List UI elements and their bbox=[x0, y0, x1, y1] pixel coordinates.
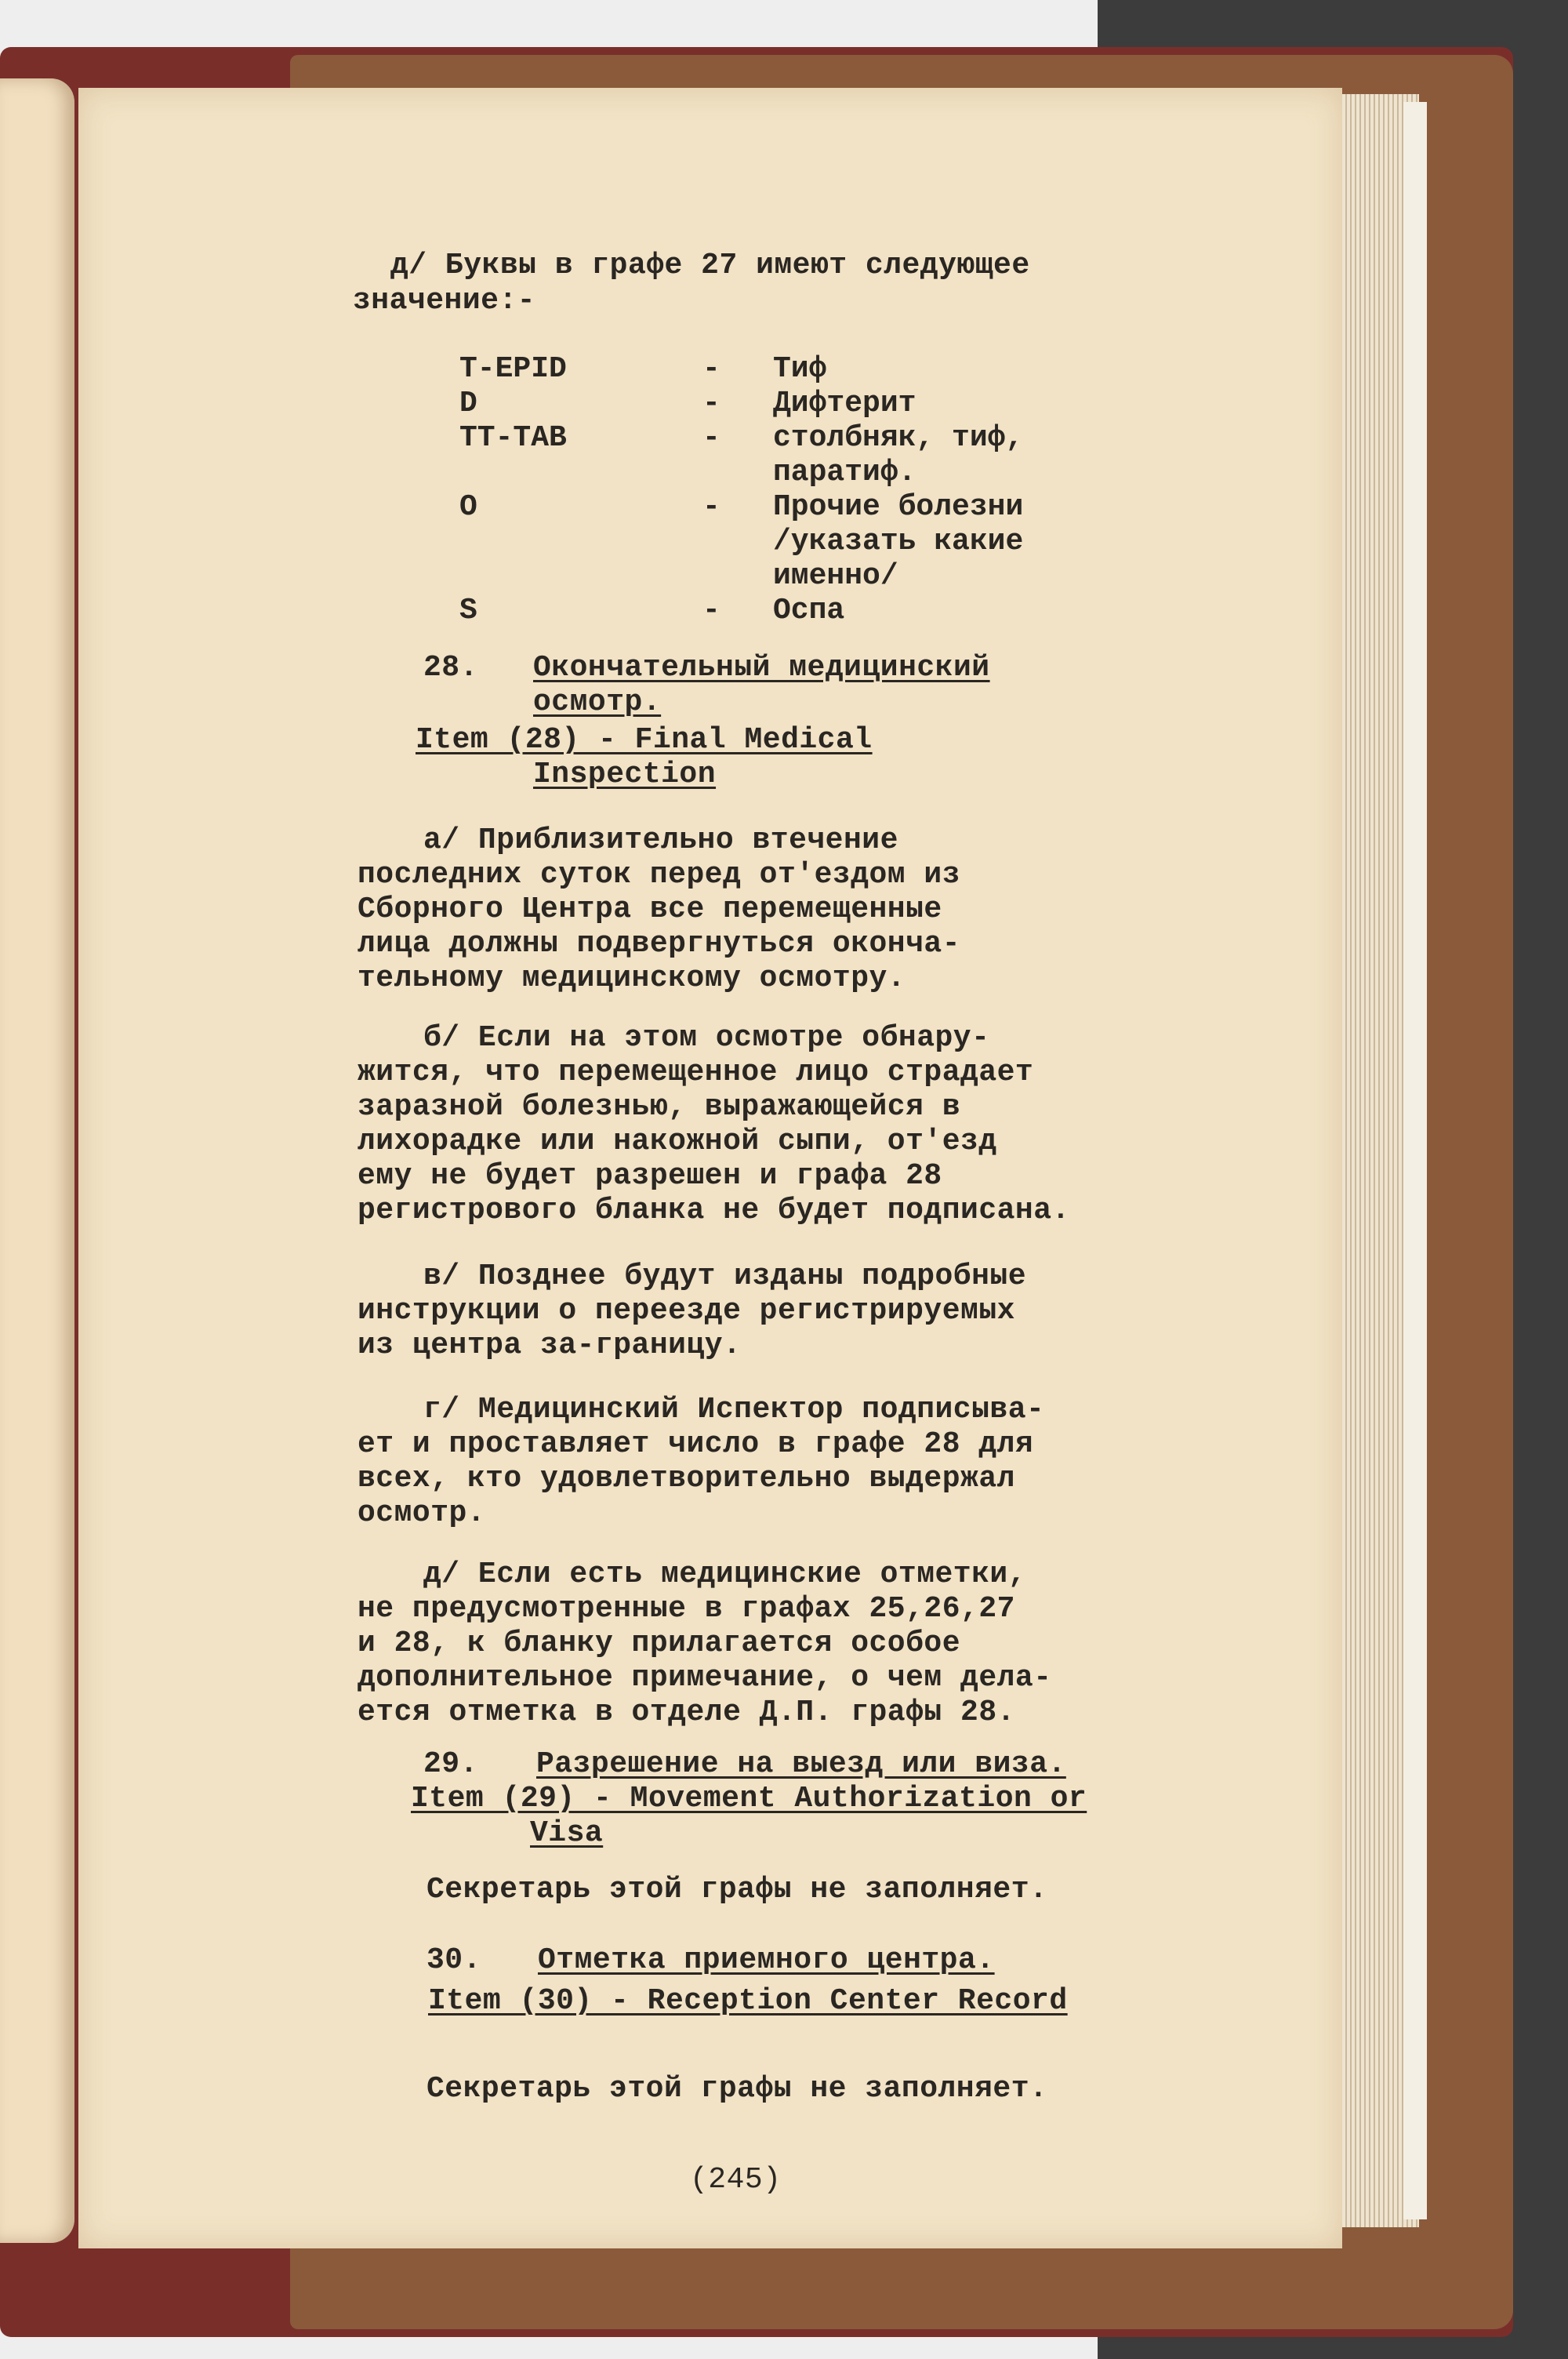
code-label: T-EPID bbox=[459, 352, 567, 386]
code-dash: - bbox=[702, 387, 720, 420]
intro-line-2: значение:- bbox=[353, 284, 536, 318]
para-b-line: б/ Если на этом осмотре обнару- bbox=[423, 1021, 990, 1055]
code-meaning: Дифтерит bbox=[773, 387, 916, 420]
code-meaning: именно/ bbox=[773, 559, 898, 593]
para-d-line: д/ Если есть медицинские отметки, bbox=[423, 1558, 1027, 1591]
page-number: (245) bbox=[690, 2163, 782, 2197]
para-a-line: тельному медицинскому осмотру. bbox=[358, 961, 906, 995]
item28-en-title-2: Inspection bbox=[533, 758, 717, 791]
page-edge-light bbox=[1403, 102, 1427, 2219]
item30-note: Секретарь этой графы не заполняет. bbox=[426, 2072, 1048, 2106]
item28-ru-title-2: осмотр. bbox=[533, 685, 662, 719]
code-dash: - bbox=[702, 490, 720, 524]
para-d-line: ется отметка в отделе Д.П. графы 28. bbox=[358, 1696, 1015, 1729]
para-a-line: а/ Приблизительно втечение bbox=[423, 823, 898, 857]
left-page bbox=[0, 78, 74, 2243]
para-b-line: регистрового бланка не будет подписана. bbox=[358, 1194, 1070, 1227]
para-v-line: из центра за-границу. bbox=[358, 1329, 742, 1362]
item30-number: 30. bbox=[426, 1943, 481, 1977]
para-a-line: последних суток перед от'ездом из bbox=[358, 858, 961, 892]
item29-en-title-1: Item (29) - Movement Authorization or bbox=[411, 1782, 1087, 1816]
para-v-line: инструкции о переезде регистрируемых bbox=[358, 1294, 1015, 1328]
item28-en-title-1: Item (28) - Final Medical bbox=[416, 723, 873, 757]
code-meaning: Тиф bbox=[773, 352, 827, 386]
item29-en-title-2: Visa bbox=[530, 1816, 604, 1850]
para-g-line: осмотр. bbox=[358, 1496, 486, 1530]
para-v-line: в/ Позднее будут изданы подробные bbox=[423, 1259, 1027, 1293]
code-meaning: /указать какие bbox=[773, 525, 1024, 558]
para-g-line: г/ Медицинский Испектор подписыва- bbox=[423, 1393, 1045, 1427]
para-b-line: лихорадке или накожной сыпи, от'езд bbox=[358, 1125, 997, 1158]
document-page bbox=[78, 88, 1342, 2248]
code-dash: - bbox=[702, 421, 720, 455]
para-d-line: дополнительное примечание, о чем дела- bbox=[358, 1661, 1052, 1695]
item29-note: Секретарь этой графы не заполняет. bbox=[426, 1873, 1048, 1906]
code-label: TT-TAB bbox=[459, 421, 567, 455]
code-meaning: столбняк, тиф, bbox=[773, 421, 1024, 455]
para-d-line: и 28, к бланку прилагается особое bbox=[358, 1627, 961, 1660]
code-meaning: Прочие болезни bbox=[773, 490, 1024, 524]
para-b-line: ему не будет разрешен и графа 28 bbox=[358, 1159, 942, 1193]
code-label: O bbox=[459, 490, 477, 524]
intro-line-1: д/ Буквы в графе 27 имеют следующее bbox=[390, 249, 1030, 282]
item30-ru-title: Отметка приемного центра. bbox=[538, 1943, 995, 1977]
item29-number: 29. bbox=[423, 1747, 478, 1781]
code-label: S bbox=[459, 594, 477, 627]
item30-en-title: Item (30) - Reception Center Record bbox=[428, 1984, 1068, 2018]
para-g-line: ет и проставляет число в графе 28 для bbox=[358, 1427, 1034, 1461]
para-d-line: не предусмотренные в графах 25,26,27 bbox=[358, 1592, 1015, 1626]
para-b-line: жится, что перемещенное лицо страдает bbox=[358, 1056, 1034, 1089]
item28-number: 28. bbox=[423, 651, 478, 685]
code-meaning: Оспа bbox=[773, 594, 845, 627]
item28-ru-title-1: Окончательный медицинский bbox=[533, 651, 990, 685]
para-a-line: лица должны подвергнуться оконча- bbox=[358, 927, 961, 961]
code-dash: - bbox=[702, 352, 720, 386]
para-g-line: всех, кто удовлетворительно выдержал bbox=[358, 1462, 1015, 1496]
code-label: D bbox=[459, 387, 477, 420]
code-dash: - bbox=[702, 594, 720, 627]
item29-ru-title: Разрешение на выезд или виза. bbox=[536, 1747, 1066, 1781]
code-meaning: паратиф. bbox=[773, 456, 916, 489]
para-b-line: заразной болезнью, выражающейся в bbox=[358, 1090, 961, 1124]
para-a-line: Сборного Центра все перемещенные bbox=[358, 892, 942, 926]
